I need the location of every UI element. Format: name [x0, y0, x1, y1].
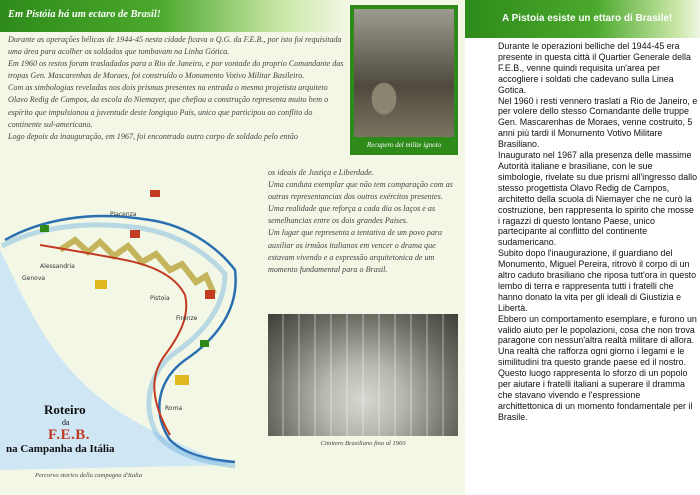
it-paragraph: Durante le operazioni belliche del 1944-45 era presente in questa città il Quartier Generale della F.E.B., venne quindi requisita un'area per accogliere i soldati che cadevano sulla Linea Gotica. — [498, 41, 691, 95]
city-marker-icon — [95, 280, 107, 289]
pt-paragraph: Uma realidade que reforça a cada dia os laços e as semelhancias entre os dois grandes Paises. — [268, 204, 436, 226]
it-body-text — [498, 41, 698, 423]
photo-brazilian-cemetery — [268, 314, 458, 436]
it-header-title: A Pistoia esiste un ettaro di Brasile! — [502, 13, 673, 24]
flag-icon — [40, 225, 49, 232]
pt-body-text — [8, 34, 348, 143]
it-paragraph: Una realtà che rafforza ogni giorno i legami e le similitudini tra questo grande paese ed il nostro. — [498, 346, 686, 368]
pt-paragraph: Um lugar que representa a tentativa de um povo para auxiliar os irmãos italianos em vencer o drama que estavam vivendo e a expressão arquitetonica de um momento fundamental para o Brasil. — [268, 228, 443, 274]
map-title-roteiro: Roteiro — [44, 402, 86, 417]
flag-icon — [200, 340, 209, 347]
map-place-label: Alessandria — [40, 263, 75, 270]
map-place-label: Roma — [165, 405, 183, 412]
it-paragraph: Inaugurato nel 1967 alla presenza delle massime Autorità italiane e brasiliane, con le sue simbologie, rivelate su due prismi all'ingresso dallo stesso progettista Olavo Redig de Campos, architetto della scuola di Niemayer che ne curò la costruzione, ben rappresenta lo spirito che mosse i ragazzi di questo lontano Paese, unico partecipante al conflitto del continente sudamericano. — [498, 150, 698, 248]
photo1-caption: Recupero del milite ignoto — [366, 141, 442, 149]
pt-paragraph: Com as simbologias reveladas nos dois prismas presentes na entrada o mesmo projetista arquiteto Olavo Redig de Campos, da escola do Niemayer, que chefiou a construção representa muito bem o espírito que impulsionou a juventude deste longiquo País, unico que participou ao conflito do continente sul-americano. — [8, 83, 329, 129]
italian-panel — [465, 0, 700, 495]
map-place-label: Firenze — [176, 315, 198, 322]
photo-unknown-soldier-image — [354, 9, 454, 137]
map-place-label: Piacenza — [110, 211, 137, 218]
pt-body-text-continued — [268, 167, 458, 276]
map-title-feb: F.E.B. — [48, 427, 91, 443]
it-paragraph: Questo luogo rappresenta lo sforzo di un popolo per aiutare i fratelli italiani a superare il dramma che stavano vivendo e l'espressione archittettonica di un momento fondamentale per il Brasile. — [498, 368, 693, 422]
pt-paragraph: os ideais de Justiça e Liberdade. — [268, 168, 374, 177]
map-caption: Percorso storico della campagna d'Italia — [35, 472, 142, 479]
map-title-da: da — [62, 418, 70, 427]
city-marker-icon — [175, 375, 189, 385]
feb-campaign-map — [0, 170, 258, 470]
pt-header-title: Em Pistóia há um ectaro de Brasil! — [8, 9, 161, 20]
pt-paragraph: Logo depois da inauguração, em 1967, foi encontrado outro corpo de soldado pelo então — [8, 131, 298, 141]
it-paragraph: Nel 1960 i resti vennero traslati a Rio de Janeiro, e per volere dello stesso Comandante delle truppe Gen. Mascarenhas de Moraes, venne costruito, 5 anni più tardi il Monumento Votivo Militare Brasiliano. — [498, 95, 698, 150]
map-place-label: Genova — [22, 275, 46, 282]
city-marker-icon — [205, 290, 215, 299]
map-title-campanha: na Campanha da Itália — [6, 443, 115, 455]
photo2-caption: Cimitero Brasiliano fino al 1960 — [320, 440, 406, 447]
photo-unknown-soldier — [350, 5, 458, 155]
flag-icon — [150, 190, 160, 197]
it-paragraph: Ebbero un comportamento esemplare, e furono un valido aiuto per le popolazioni, cosa che non trova paragone con nessun'altra realtà militare di allora. — [498, 313, 697, 346]
pt-paragraph: Uma conduta exemplar que não tem comparação com as outras representancias dos outros exércitos presentes. — [268, 180, 453, 202]
pt-paragraph: Em 1960 os restos foram trasladados para o Rio de Janeiro, e por vontade do proprio Comandante das tropas Gen. Mascarenhas de Moraes, foi construído o Monumento Votivo Militar Basileiro. — [8, 59, 344, 81]
pt-header-band — [0, 0, 350, 32]
it-paragraph: Subito dopo l'inaugurazione, il guardiano del Monumento, Miguel Pereira, ritrovò il corpo di un altro caduto brasiliano che riposa tutt'ora in questo lembo di terra e rappresenta tutti i fratelli che hanno donato la vita per gli ideali di Giustizia e Libertà. — [498, 248, 697, 313]
pt-paragraph: Durante as operações bélicas de 1944-45 nesta cidade ficava o Q.G. da F.E.B., por isto foi requisitada uma área para acolher os soldados que tombavam na Linha Gótica. — [8, 35, 342, 57]
city-marker-icon — [130, 230, 140, 238]
it-header-band — [465, 0, 700, 38]
map-place-label: Pistoia — [150, 295, 170, 302]
